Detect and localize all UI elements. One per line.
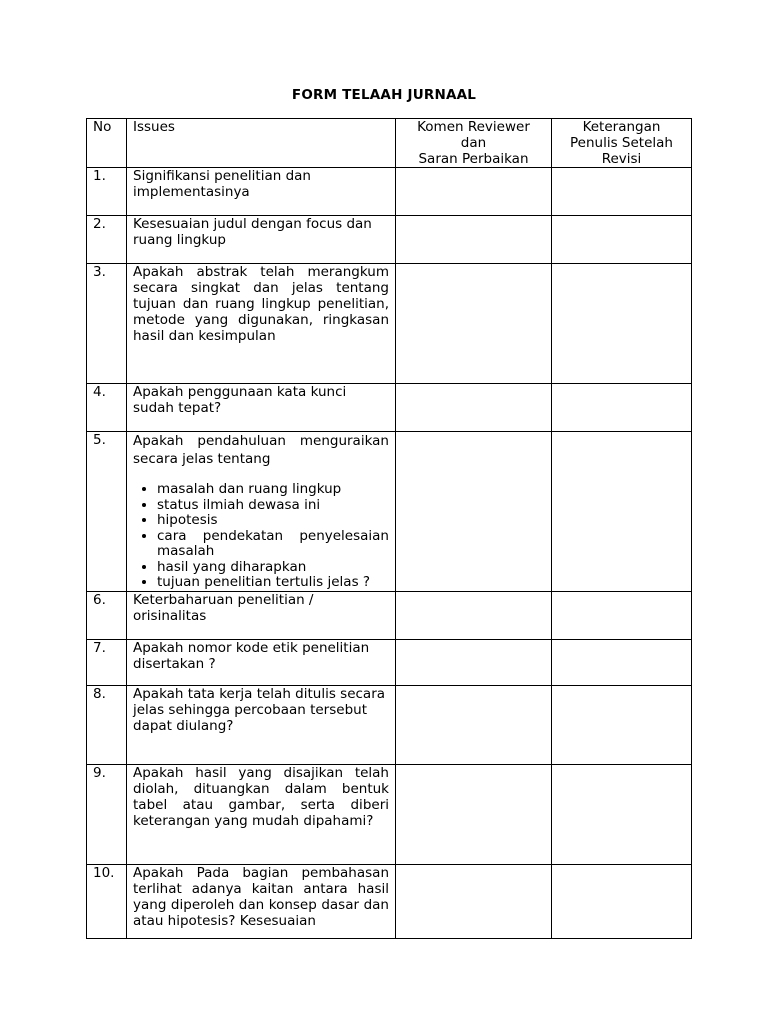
issue-text: Signifikansi penelitian dan implementasinya [127,168,396,216]
table-row [87,384,692,432]
header-no: No [87,119,127,168]
komen-cell[interactable] [396,432,552,592]
table-row [87,864,692,938]
issue-text: Kesesuaian judul dengan focus dan ruang lingkup [127,216,396,264]
issue-cell [127,432,396,592]
header-issues: Issues [127,119,396,168]
table-row [87,764,692,864]
row-number: 7. [87,639,127,685]
keterangan-cell[interactable] [552,864,692,938]
keterangan-cell[interactable] [552,216,692,264]
keterangan-cell[interactable] [552,639,692,685]
bullet-item: • tujuan penelitian tertulis jelas ? [157,575,389,591]
komen-cell[interactable] [396,764,552,864]
row-number: 4. [87,384,127,432]
keterangan-cell[interactable] [552,432,692,592]
header-row [87,119,692,168]
review-form-table [86,118,692,939]
bullet-item: • masalah dan ruang lingkup [157,482,389,498]
bullet-item: • cara pendekatan penyelesaian masalah [157,529,389,560]
komen-cell[interactable] [396,591,552,639]
row-number: 2. [87,216,127,264]
keterangan-cell[interactable] [552,168,692,216]
bullet-item: • hasil yang diharapkan [157,560,389,576]
table-row [87,264,692,384]
komen-cell[interactable] [396,264,552,384]
header-komen-line: dan [460,135,487,151]
issue-text: Apakah Pada bagian pembahasan terlihat adanya kaitan antara hasil yang diperoleh dan konsep dasar dan atau hipotesis? Kesesuaian [133,864,389,929]
row-number: 8. [87,685,127,764]
table-row [87,639,692,685]
header-komen-line: Komen Reviewer [417,119,530,135]
table-row [87,168,692,216]
table-row [87,685,692,764]
table-row [87,432,692,592]
komen-cell[interactable] [396,685,552,764]
keterangan-cell[interactable] [552,685,692,764]
form-title: FORM TELAAH JURNAAL [291,87,477,103]
table-row [87,216,692,264]
row-number: 5. [87,432,127,592]
keterangan-cell[interactable] [552,384,692,432]
header-keterangan-line: Penulis Setelah [570,135,673,151]
issue-cell [127,864,396,938]
komen-cell[interactable] [396,168,552,216]
bullet-item: • status ilmiah dewasa ini [157,498,389,514]
header-keterangan-line: Keterangan [582,119,661,135]
issue-text: Apakah pendahuluan menguraikan secara jelas tentang [133,433,389,467]
row-number: 9. [87,764,127,864]
bullet-item: • hipotesis [157,513,389,529]
issue-text: Apakah nomor kode etik penelitian disertakan ? [127,639,396,685]
issue-bullet-list [133,482,389,591]
issue-text: Apakah abstrak telah merangkum secara singkat dan jelas tentang tujuan dan ruang lingkup penelitian, metode yang digunakan, ringkasan hasil dan kesimpulan [127,264,396,384]
komen-cell[interactable] [396,639,552,685]
issue-text: Apakah hasil yang disajikan telah diolah, dituangkan dalam bentuk tabel atau gambar, serta diberi keterangan yang mudah dipahami? [127,764,396,864]
row-number: 10. [87,864,127,938]
issue-text: Keterbaharuan penelitian / orisinalitas [127,591,396,639]
keterangan-cell[interactable] [552,591,692,639]
table-row [87,591,692,639]
row-number: 6. [87,591,127,639]
issue-text: Apakah tata kerja telah ditulis secara jelas sehingga percobaan tersebut dapat diulang? [127,685,396,764]
komen-cell[interactable] [396,864,552,938]
header-keterangan-line: Revisi [601,151,642,167]
row-number: 1. [87,168,127,216]
keterangan-cell[interactable] [552,264,692,384]
komen-cell[interactable] [396,216,552,264]
header-komen-line: Saran Perbaikan [418,151,529,167]
header-komen-reviewer [396,119,552,168]
komen-cell[interactable] [396,384,552,432]
keterangan-cell[interactable] [552,764,692,864]
row-number: 3. [87,264,127,384]
header-keterangan [552,119,692,168]
issue-text: Apakah penggunaan kata kunci sudah tepat? [127,384,396,432]
